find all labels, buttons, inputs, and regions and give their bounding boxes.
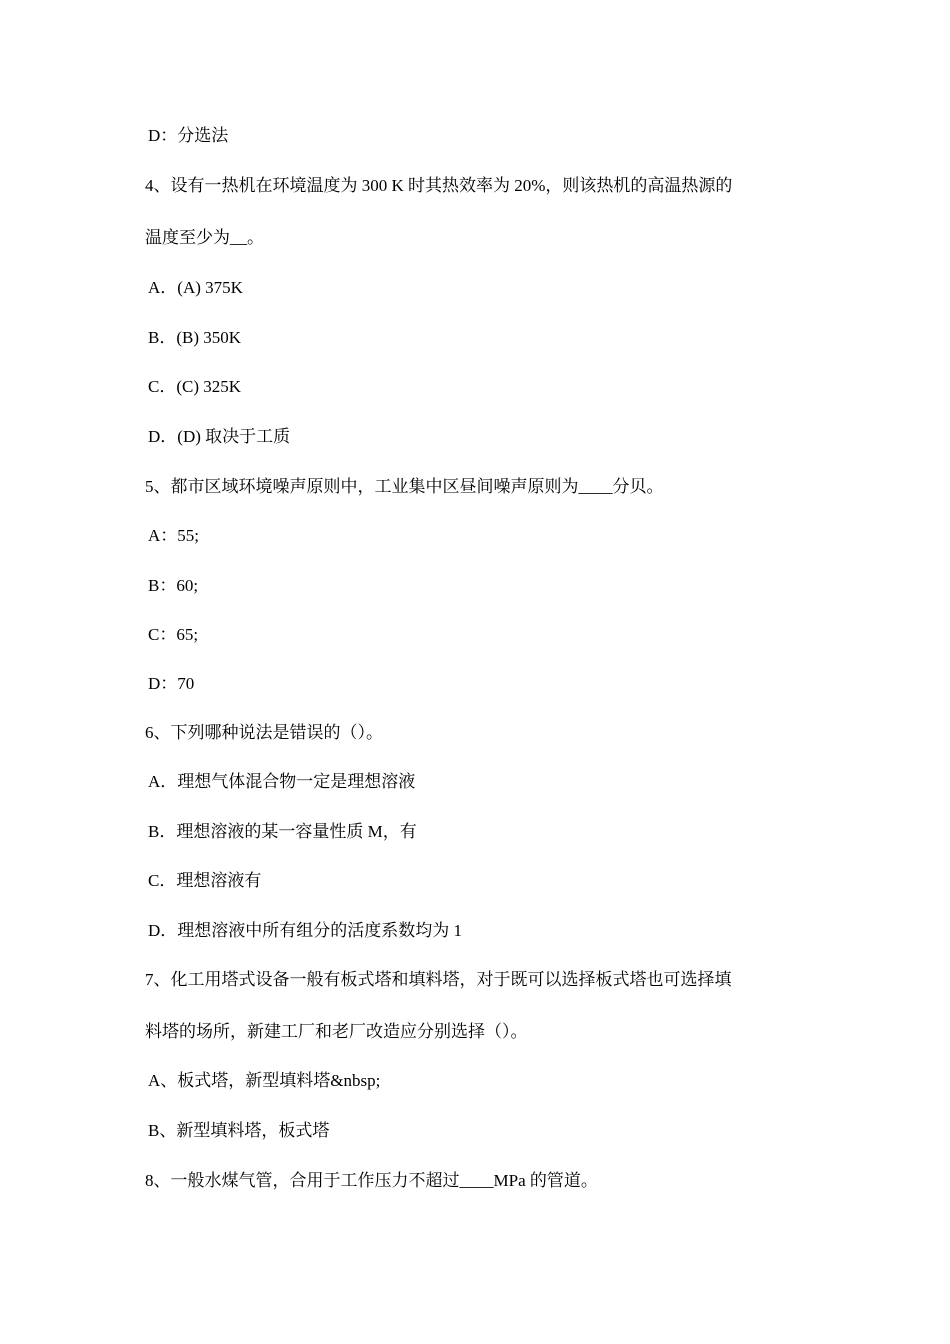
option-4c: C．(C) 325K [148, 377, 242, 396]
question-6-text: 6、下列哪种说法是错误的（）。 [145, 723, 383, 742]
option-5d: D：70 [148, 674, 195, 693]
option-4d: D．(D) 取决于工质 [148, 427, 291, 446]
option-4a: A．(A) 375K [148, 278, 243, 297]
question-4-text-cont: 温度至少为__。 [145, 228, 264, 247]
option-7b: B、新型填料塔，板式塔 [148, 1121, 330, 1140]
option-6b: B．理想溶液的某一容量性质 M，有 [148, 822, 417, 841]
option-6a: A．理想气体混合物一定是理想溶液 [148, 772, 416, 791]
option-5b: B：60; [148, 576, 199, 595]
question-4-text: 4、设有一热机在环境温度为 300 K 时其热效率为 20%，则该热机的高温热源的 [145, 176, 733, 195]
option-6d: D．理想溶液中所有组分的活度系数均为 1 [148, 921, 463, 940]
option-6c: C．理想溶液有 [148, 871, 262, 890]
question-8-text: 8、一般水煤气管，合用于工作压力不超过____MPa 的管道。 [145, 1171, 598, 1190]
option-4b: B．(B) 350K [148, 328, 242, 347]
question-7-text: 7、化工用塔式设备一般有板式塔和填料塔，对于既可以选择板式塔也可选择填 [145, 970, 732, 989]
option-5c: C：65; [148, 625, 199, 644]
option-5a: A：55; [148, 526, 199, 545]
question-7-text-cont: 料塔的场所，新建工厂和老厂改造应分别选择（）。 [145, 1022, 528, 1041]
option-7a: A、板式塔，新型填料塔&nbsp; [148, 1071, 381, 1090]
question-5-text: 5、都市区域环境噪声原则中，工业集中区昼间噪声原则为____分贝。 [145, 477, 664, 496]
option-3d: D：分选法 [148, 126, 229, 145]
